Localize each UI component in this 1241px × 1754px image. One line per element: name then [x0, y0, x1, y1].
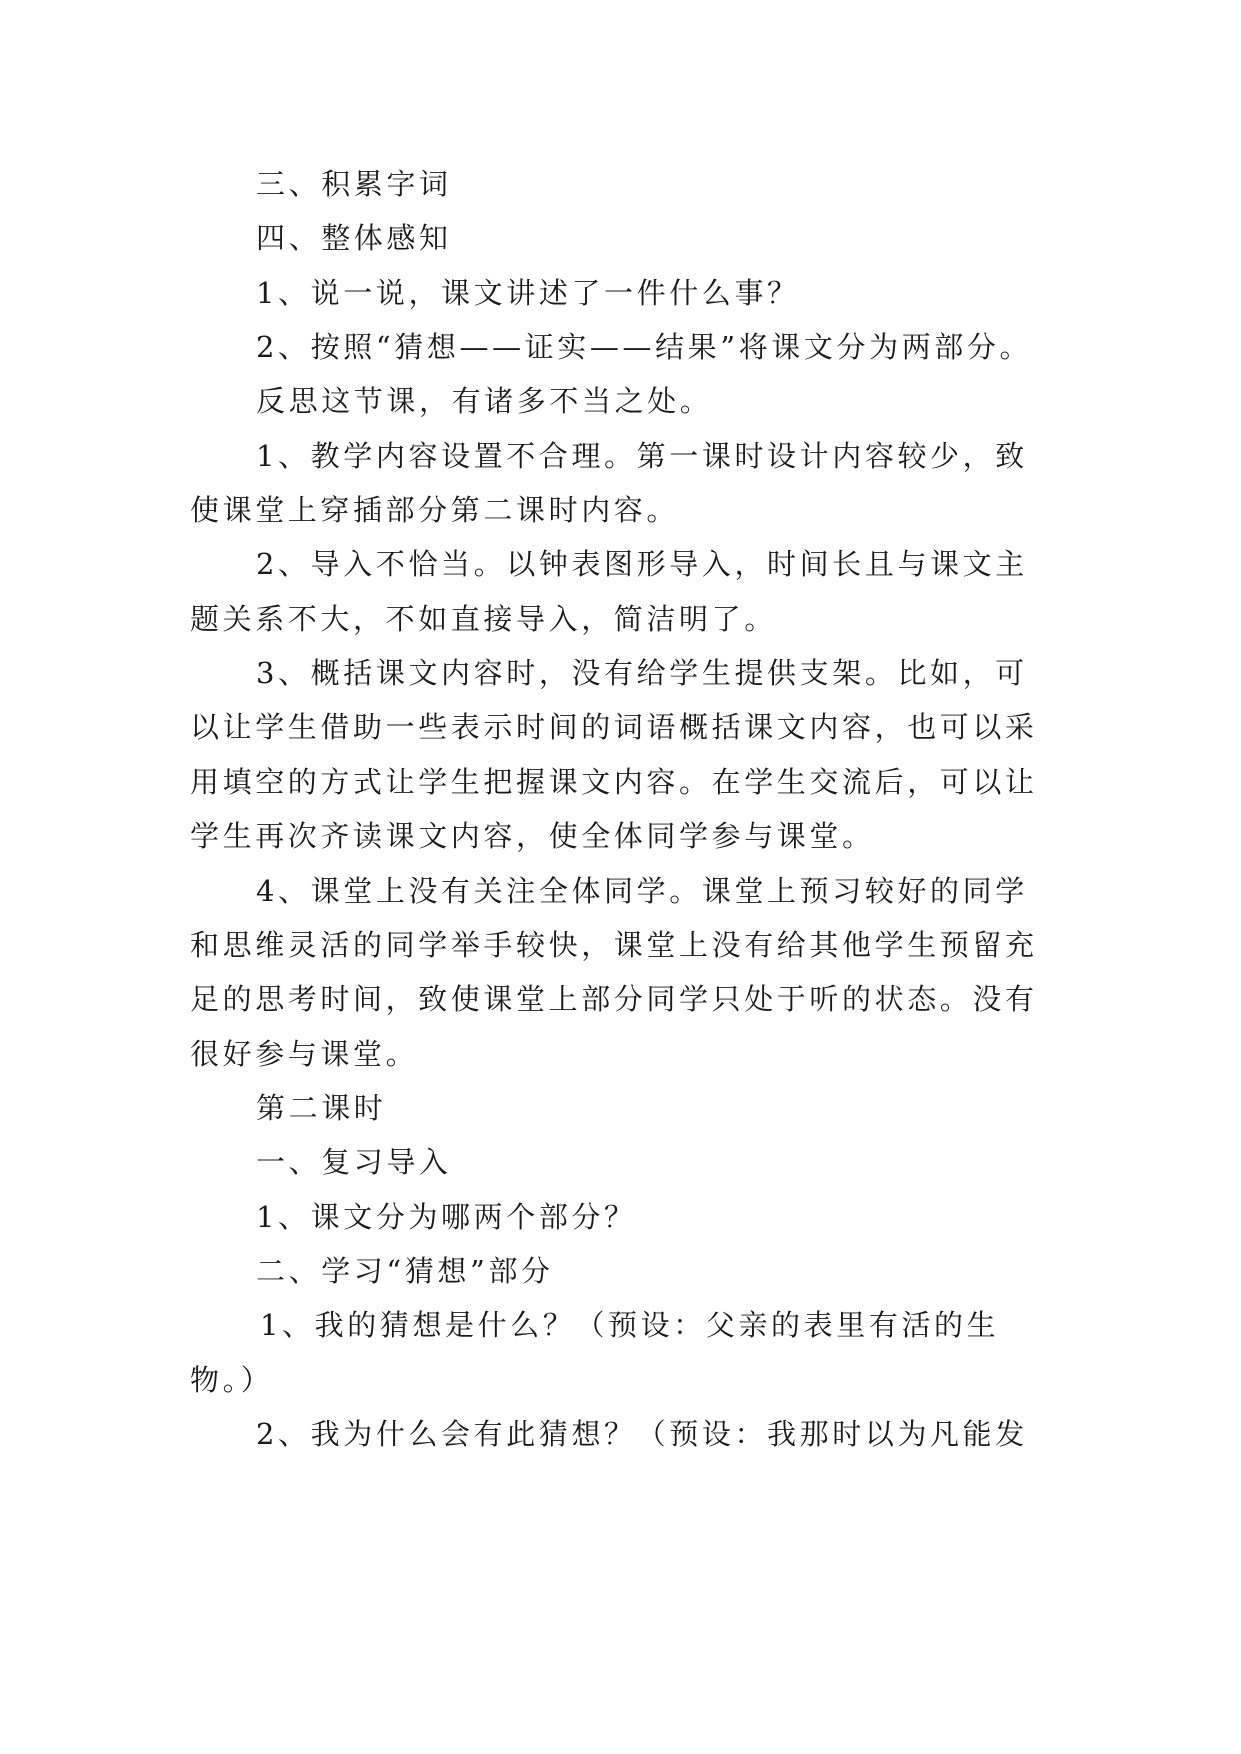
- section-heading: 一、复习导入: [256, 1145, 452, 1179]
- paragraph-line: 很好参与课堂。: [190, 1037, 419, 1071]
- section-heading: 三、积累字词: [256, 167, 452, 201]
- section-heading: 四、整体感知: [256, 221, 452, 255]
- paragraph-line: 用填空的方式让学生把握课文内容。在学生交流后，可以让: [190, 765, 1038, 799]
- paragraph-line: 反思这节课，有诸多不当之处。: [256, 384, 713, 418]
- list-item: 1、说一说，课文讲述了一件什么事？: [256, 276, 800, 310]
- list-item: 1、我的猜想是什么？（预设：父亲的表里有活的生: [260, 1308, 1000, 1342]
- paragraph-line: 使课堂上穿插部分第二课时内容。: [190, 493, 680, 527]
- paragraph-line: 2、导入不恰当。以钟表图形导入，时间长且与课文主: [256, 547, 1028, 581]
- paragraph-line: 学生再次齐读课文内容，使全体同学参与课堂。: [190, 819, 875, 853]
- paragraph-line: 3、概括课文内容时，没有给学生提供支架。比如，可: [256, 656, 1028, 690]
- section-heading: 二、学习“猜想”部分: [256, 1254, 554, 1288]
- paragraph-line: 4、课堂上没有关注全体同学。课堂上预习较好的同学: [256, 874, 1028, 908]
- paragraph-line: 和思维灵活的同学举手较快，课堂上没有给其他学生预留充: [190, 928, 1038, 962]
- section-heading: 第二课时: [256, 1091, 387, 1125]
- paragraph-line: 足的思考时间，致使课堂上部分同学只处于听的状态。没有: [190, 982, 1038, 1016]
- list-item: 2、我为什么会有此猜想？（预设：我那时以为凡能发: [256, 1417, 1028, 1451]
- paragraph-line: 题关系不大，不如直接导入，简洁明了。: [190, 602, 777, 636]
- paragraph-line: 以让学生借助一些表示时间的词语概括课文内容，也可以采: [190, 710, 1038, 744]
- paragraph-line: 物。）: [190, 1363, 274, 1397]
- list-item: 1、课文分为哪两个部分？: [256, 1200, 637, 1234]
- list-item: 2、按照“猜想——证实——结果”将课文分为两部分。: [256, 330, 1033, 364]
- paragraph-line: 1、教学内容设置不合理。第一课时设计内容较少，致: [256, 439, 1028, 473]
